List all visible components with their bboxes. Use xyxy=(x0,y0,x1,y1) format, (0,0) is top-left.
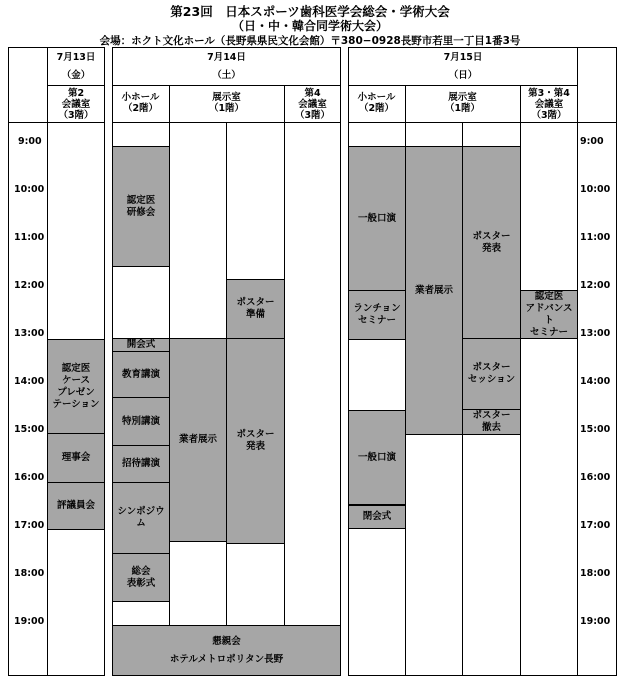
time-10-left: 10:00 xyxy=(14,184,45,195)
reception-title: 懇親会 xyxy=(212,635,241,647)
room-d13: 第2 会議室 （3階） xyxy=(58,88,94,121)
event-training: 認定医 研修会 xyxy=(112,146,170,267)
day13-weekday: （金） xyxy=(61,70,91,81)
time-11-left: 11:00 xyxy=(14,232,45,243)
time-15-right: 15:00 xyxy=(580,424,611,435)
day14-weekday: （土） xyxy=(212,70,241,81)
room-d15-exhibit: 展示室 （1階） xyxy=(444,92,481,114)
event-opening: 開会式 xyxy=(112,338,170,352)
reception-venue: ホテルメトロポリタン長野 xyxy=(169,653,284,665)
room-d14-small-hall: 小ホール （2階） xyxy=(121,92,160,114)
time-15-left: 15:00 xyxy=(14,424,45,435)
event-poster-presentation-14: ポスター 発表 xyxy=(226,338,285,544)
time-13-left: 13:00 xyxy=(14,328,45,339)
time-9-left: 9:00 xyxy=(18,136,42,147)
event-invited-lecture: 招待講演 xyxy=(112,445,170,483)
time-18-left: 18:00 xyxy=(14,568,45,579)
room-d15-conf: 第3・第4 会議室 （3階） xyxy=(528,88,570,121)
event-poster-session: ポスター セッション xyxy=(462,338,521,410)
time-12-left: 12:00 xyxy=(14,280,45,291)
event-trade-show-14: 業者展示 xyxy=(169,338,227,542)
event-symposium: シンポジウム xyxy=(112,482,170,554)
room-d15-small-hall: 小ホール （2階） xyxy=(357,92,396,114)
event-case-presentation: 認定医 ケース プレゼン テーション xyxy=(47,339,105,434)
time-16-left: 16:00 xyxy=(14,472,45,483)
event-advanced-seminar: 認定医 アドバンスト セミナー xyxy=(520,290,578,339)
event-poster-setup: ポスター 準備 xyxy=(226,279,285,339)
time-10-right: 10:00 xyxy=(580,184,611,195)
day15-date: 7月15日 xyxy=(443,52,483,63)
event-luncheon: ランチョン セミナー xyxy=(348,290,406,340)
event-councilor-meeting: 評議員会 xyxy=(47,482,105,530)
event-general-assembly: 総会 表彰式 xyxy=(112,553,170,602)
time-19-left: 19:00 xyxy=(14,616,45,627)
event-trade-show-15: 業者展示 xyxy=(405,146,463,435)
time-19-right: 19:00 xyxy=(580,616,611,627)
room-d14-exhibit: 展示室 （1階） xyxy=(208,92,245,114)
time-11-right: 11:00 xyxy=(580,232,611,243)
event-oral-am: 一般口演 xyxy=(348,146,406,291)
event-poster-removal: ポスター 撤去 xyxy=(462,409,521,435)
day14-date: 7月14日 xyxy=(207,52,246,63)
time-16-right: 16:00 xyxy=(580,472,611,483)
event-board-meeting: 理事会 xyxy=(47,433,105,483)
time-18-right: 18:00 xyxy=(580,568,611,579)
time-17-right: 17:00 xyxy=(580,520,611,531)
event-poster-presentation-15: ポスター 発表 xyxy=(462,146,521,339)
event-oral-pm: 一般口演 xyxy=(348,410,406,505)
room-d14-conf: 第4 会議室 （3階） xyxy=(294,88,331,121)
event-special-lecture: 特別講演 xyxy=(112,397,170,446)
time-14-left: 14:00 xyxy=(14,376,45,387)
venue-line: 会場：ホクト文化ホール（長野県県民文化会館）〒380−0928長野市若里一丁目1番3号 xyxy=(99,35,521,47)
day13-date: 7月13日 xyxy=(56,52,96,63)
page-title: 第23回 日本スポーツ歯科医学会総会・学術大会 xyxy=(170,4,450,19)
time-14-right: 14:00 xyxy=(580,376,611,387)
time-17-left: 17:00 xyxy=(14,520,45,531)
time-12-right: 12:00 xyxy=(580,280,611,291)
event-education-lecture: 教育講演 xyxy=(112,351,170,398)
time-13-right: 13:00 xyxy=(580,328,611,339)
day15-weekday: （日） xyxy=(448,70,478,81)
page-subtitle: （日・中・韓合同学術大会） xyxy=(231,19,388,33)
event-closing: 閉会式 xyxy=(348,505,406,529)
event-reception xyxy=(112,625,341,676)
time-9-right: 9:00 xyxy=(580,136,604,147)
